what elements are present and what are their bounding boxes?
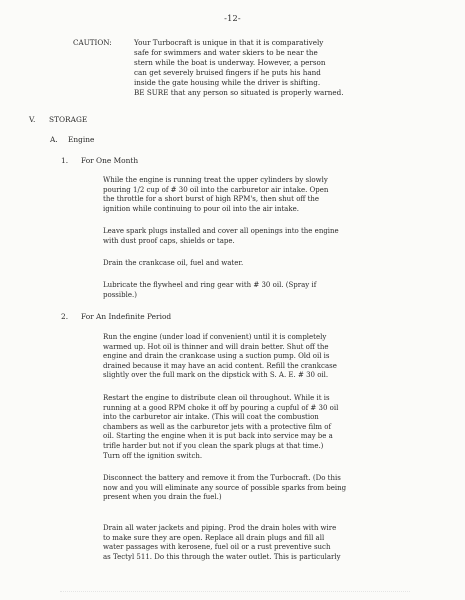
text-line: engine and drain the crankcase using a suction pump. Old oil is xyxy=(103,352,330,361)
section-heading xyxy=(29,115,87,125)
text-line: While the engine is running treat the upper cylinders by slowly xyxy=(103,176,328,184)
caution-text xyxy=(134,38,414,98)
text-line: Run the engine (under load if convenient) until it is completely xyxy=(103,333,327,341)
text-line: drained because it may have an acid content. Refill the crankcase xyxy=(103,361,337,370)
text-line: pouring 1/2 cup of # 30 oil into the carburetor air intake. Open xyxy=(103,185,329,194)
text-line: Turn off the ignition switch. xyxy=(103,451,203,460)
paragraph xyxy=(103,474,403,503)
caution-line: inside the gate housing while the driver is shifting. xyxy=(134,78,321,87)
caution-line: safe for swimmers and water skiers to be near the xyxy=(134,48,318,57)
caution-label: CAUTION: xyxy=(73,38,112,47)
item-title: For An Indefinite Period xyxy=(81,312,172,321)
text-line: the throttle for a short burst of high RPM's, then shut off the xyxy=(103,195,320,204)
text-line: ignition while continuing to pour oil into the air intake. xyxy=(103,204,299,213)
item-title: For One Month xyxy=(81,156,139,165)
section-number: V. xyxy=(29,115,36,124)
text-line: Disconnect the battery and remove it from the Turbocraft. (Do this xyxy=(103,474,341,482)
faint-bleed-through xyxy=(60,591,410,596)
caution-line: BE SURE that any person so situated is properly warned. xyxy=(134,88,344,97)
paragraph xyxy=(103,333,403,381)
text-line: Drain the crankcase oil, fuel and water. xyxy=(103,259,244,267)
subsection-title: Engine xyxy=(68,135,95,144)
page-number: -12- xyxy=(224,13,241,23)
caution-line: can get severely bruised fingers if he puts his hand xyxy=(134,68,321,77)
text-line: water passages with kerosene, fuel oil or a rust preventive such xyxy=(103,543,331,552)
subsection-heading xyxy=(50,135,94,145)
item-number: 1. xyxy=(61,156,69,165)
subsection-number: A. xyxy=(50,135,58,144)
text-line: warmed up. Hot oil is thinner and will drain better. Shut off the xyxy=(103,342,329,351)
text-line: trifle harder but not if you clean the spark plugs at that time.) xyxy=(103,441,324,450)
paragraph xyxy=(103,281,403,300)
text-line: present when you drain the fuel.) xyxy=(103,493,222,502)
item-heading-one-month xyxy=(61,156,138,166)
text-line: possible.) xyxy=(103,290,137,299)
text-line: Lubricate the flywheel and ring gear with # 30 oil. (Spray if xyxy=(103,281,317,289)
item-heading-indefinite xyxy=(61,312,171,322)
text-line: now and you will eliminate any source of possible sparks from being xyxy=(103,483,347,492)
text-line: Restart the engine to distribute clean oil throughout. While it is xyxy=(103,394,330,402)
caution-line: Your Turbocraft is unique in that it is comparatively xyxy=(134,38,324,47)
paragraph xyxy=(103,176,403,214)
caution-line: stern while the boat is underway. However, a person xyxy=(134,58,326,67)
text-line: running at a good RPM choke it off by pouring a cupful of # 30 oil xyxy=(103,403,339,412)
text-line: Leave spark plugs installed and cover all openings into the engine xyxy=(103,227,339,235)
text-line: as Tectyl 511. Do this through the water outlet. This is particularly xyxy=(103,552,341,561)
paragraph xyxy=(103,227,403,246)
paragraph xyxy=(103,394,403,461)
text-line: to make sure they are open. Replace all drain plugs and fill all xyxy=(103,533,325,542)
text-line: slightly over the full mark on the dipstick with S. A. E. # 30 oil. xyxy=(103,371,329,380)
text-line: oil. Starting the engine when it is put back into service may be a xyxy=(103,432,333,441)
text-line: with dust proof caps, shields or tape. xyxy=(103,236,235,245)
section-title: STORAGE xyxy=(49,115,88,124)
paragraph xyxy=(103,259,403,269)
item-number: 2. xyxy=(61,312,69,321)
text-line: chambers as well as the carburetor jets with a protective film of xyxy=(103,422,332,431)
text-line: into the carburetor air intake. (This will coat the combustion xyxy=(103,413,319,422)
paragraph xyxy=(103,524,403,562)
text-line: Drain all water jackets and piping. Prod the drain holes with wire xyxy=(103,524,337,532)
